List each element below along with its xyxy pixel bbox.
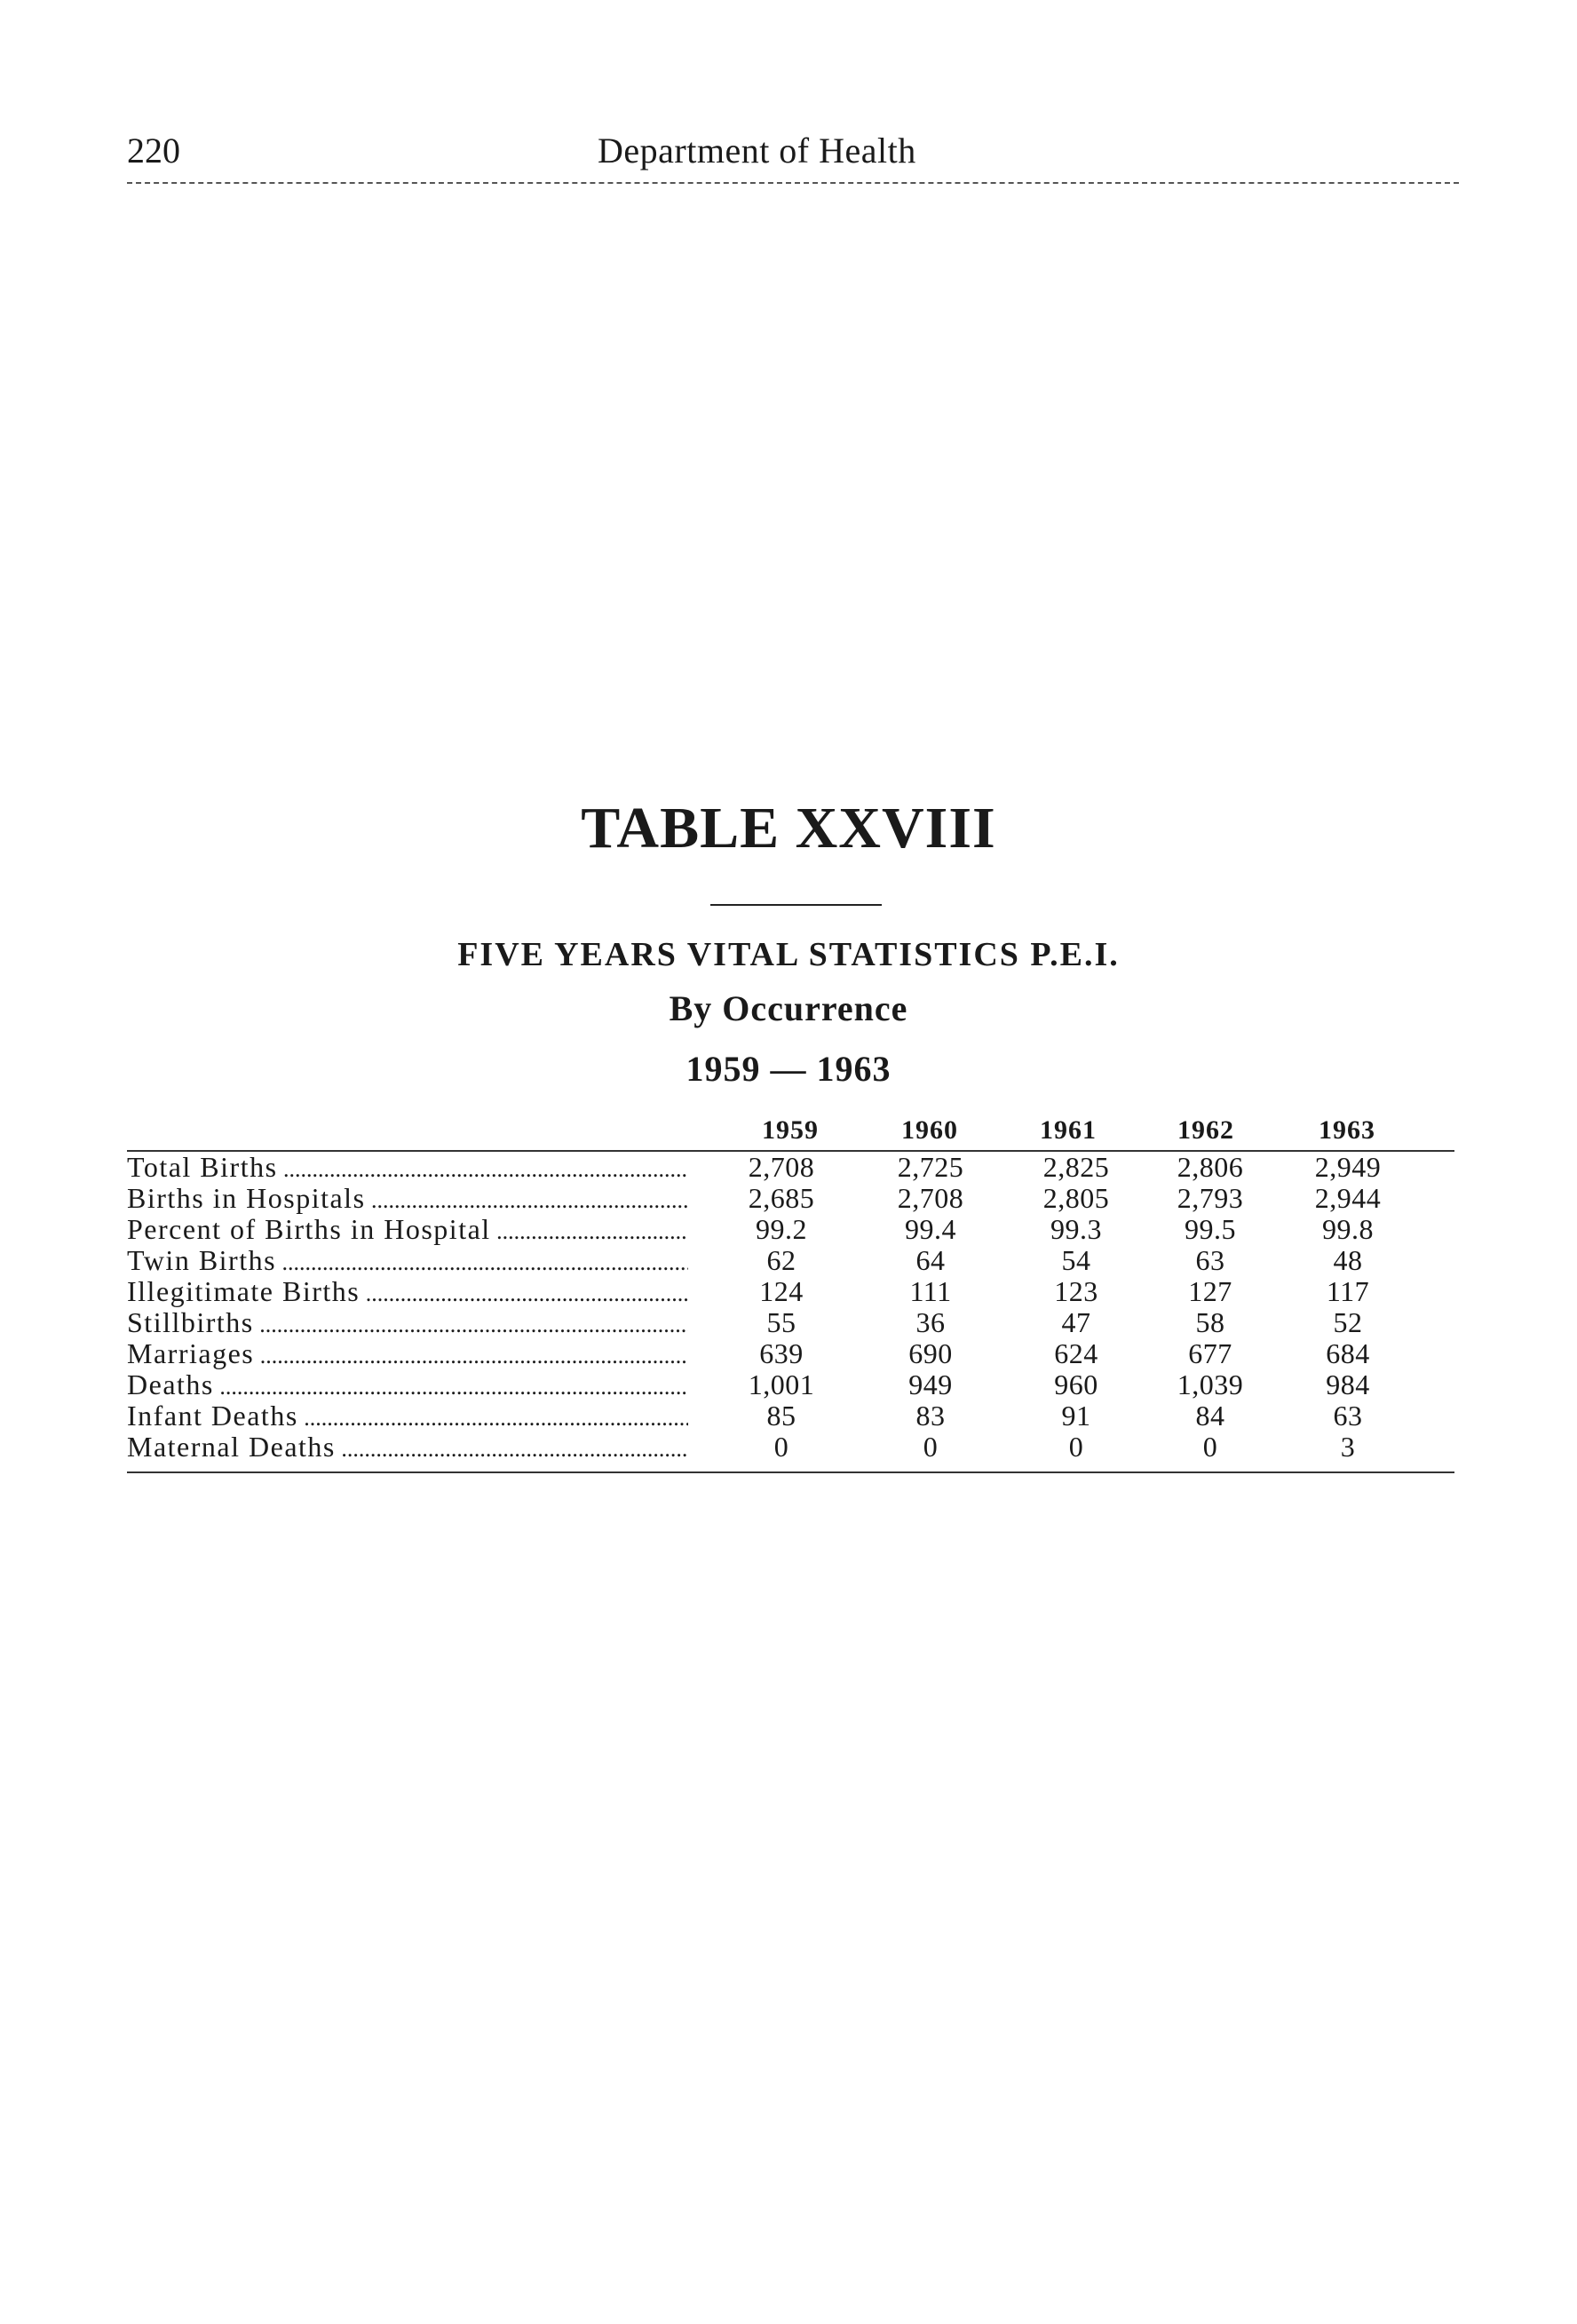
table-subtitle: FIVE YEARS VITAL STATISTICS P.E.I. <box>457 936 1120 973</box>
cell-1961: 99.3 <box>1050 1213 1102 1245</box>
cell-1962: 99.5 <box>1185 1213 1236 1245</box>
cell-1960: 949 <box>908 1368 953 1400</box>
cell-1962: 0 <box>1202 1431 1218 1463</box>
cell-1963: 684 <box>1326 1337 1370 1369</box>
cell-1961: 960 <box>1054 1368 1098 1400</box>
title-rule <box>710 904 882 906</box>
table-row <box>0 1369 1577 1400</box>
year-range: 1959 — 1963 <box>685 1049 892 1089</box>
cell-1960: 111 <box>909 1275 952 1307</box>
row-label: Deaths ..... <box>127 1369 688 1402</box>
cell-1962: 63 <box>1195 1244 1225 1276</box>
row-label: Percent of Births in Hospital ..... <box>127 1214 688 1247</box>
cell-1959: 62 <box>766 1244 796 1276</box>
cell-1961: 0 <box>1068 1431 1084 1463</box>
cell-1960: 0 <box>923 1431 939 1463</box>
column-header-1961: 1961 <box>1040 1115 1097 1145</box>
table-row <box>0 1338 1577 1369</box>
row-label: Illegitimate Births ..... <box>127 1276 688 1309</box>
row-label: Births in Hospitals ..... <box>127 1183 688 1216</box>
cell-1962: 677 <box>1188 1337 1232 1369</box>
cell-1961: 47 <box>1061 1306 1091 1338</box>
row-label: Stillbirths ..... <box>127 1307 688 1340</box>
page-number: 220 <box>127 131 180 171</box>
cell-1961: 2,825 <box>1042 1151 1110 1183</box>
cell-1962: 127 <box>1188 1275 1232 1307</box>
cell-1962: 58 <box>1195 1306 1225 1338</box>
table-title: TABLE XXVIII <box>581 796 996 861</box>
cell-1959: 1,001 <box>748 1368 815 1400</box>
cell-1960: 36 <box>915 1306 946 1338</box>
column-header-1959: 1959 <box>762 1115 819 1145</box>
running-title: Department of Health <box>598 131 916 171</box>
cell-1963: 984 <box>1326 1368 1370 1400</box>
cell-1959: 0 <box>773 1431 789 1463</box>
cell-1963: 117 <box>1326 1275 1370 1307</box>
row-label: Maternal Deaths ..... <box>127 1432 688 1464</box>
page-header <box>127 124 1459 178</box>
cell-1963: 99.8 <box>1322 1213 1374 1245</box>
cell-1959: 639 <box>759 1337 804 1369</box>
table-row <box>0 1152 1577 1183</box>
cell-1962: 2,793 <box>1177 1182 1244 1214</box>
column-header-1962: 1962 <box>1177 1115 1234 1145</box>
cell-1963: 63 <box>1333 1400 1363 1432</box>
cell-1962: 1,039 <box>1177 1368 1244 1400</box>
cell-1963: 48 <box>1333 1244 1363 1276</box>
cell-1959: 99.2 <box>756 1213 807 1245</box>
cell-1959: 85 <box>766 1400 796 1432</box>
cell-1961: 624 <box>1054 1337 1098 1369</box>
cell-1963: 3 <box>1340 1431 1356 1463</box>
table-row <box>0 1276 1577 1307</box>
column-header-1960: 1960 <box>901 1115 958 1145</box>
cell-1961: 2,805 <box>1042 1182 1110 1214</box>
row-label: Infant Deaths ..... <box>127 1400 688 1433</box>
cell-1960: 690 <box>908 1337 953 1369</box>
cell-1961: 54 <box>1061 1244 1091 1276</box>
cell-1960: 2,708 <box>897 1182 964 1214</box>
cell-1959: 55 <box>766 1306 796 1338</box>
row-label: Total Births ..... <box>127 1152 688 1185</box>
cell-1960: 83 <box>915 1400 946 1432</box>
cell-1959: 2,708 <box>748 1151 815 1183</box>
table-row <box>0 1245 1577 1276</box>
column-header-1963: 1963 <box>1319 1115 1375 1145</box>
table-row <box>0 1307 1577 1338</box>
table-bottom-rule <box>127 1471 1454 1473</box>
table-row <box>0 1432 1577 1463</box>
cell-1963: 2,944 <box>1314 1182 1382 1214</box>
cell-1959: 124 <box>759 1275 804 1307</box>
cell-1962: 84 <box>1195 1400 1225 1432</box>
cell-1961: 91 <box>1061 1400 1091 1432</box>
row-label: Marriages ..... <box>127 1338 688 1371</box>
cell-1960: 99.4 <box>905 1213 956 1245</box>
table-row <box>0 1183 1577 1214</box>
cell-1960: 2,725 <box>897 1151 964 1183</box>
table-basis: By Occurrence <box>669 988 908 1028</box>
cell-1963: 2,949 <box>1314 1151 1382 1183</box>
cell-1960: 64 <box>915 1244 946 1276</box>
cell-1959: 2,685 <box>748 1182 815 1214</box>
table-row <box>0 1214 1577 1245</box>
cell-1963: 52 <box>1333 1306 1363 1338</box>
cell-1962: 2,806 <box>1177 1151 1244 1183</box>
row-label: Twin Births ..... <box>127 1245 688 1278</box>
cell-1961: 123 <box>1054 1275 1098 1307</box>
header-rule <box>127 182 1459 184</box>
table-row <box>0 1400 1577 1432</box>
